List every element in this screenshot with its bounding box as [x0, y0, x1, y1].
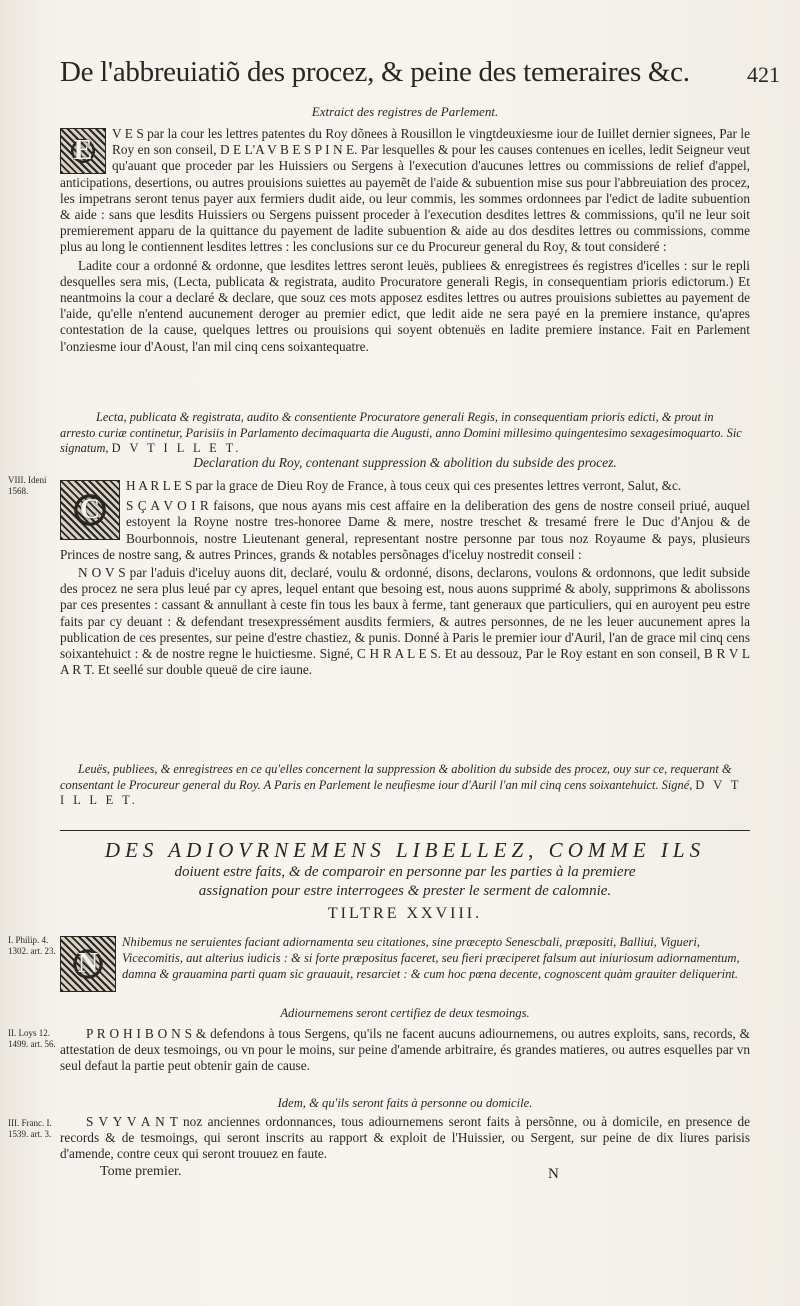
running-title: De l'abbreuiatiõ des procez, & peine des temeraires &c.: [60, 56, 690, 88]
declaration-paragraph-2: S Ç A V O I R faisons, que nous ayans mis cest affaire en la deliberation des gens de nostre conseil priué, auquel estoyent la Royne nostre tres-honoree Dame & mere, nostre treschet & tresamé frere le Duc d'Anjou & de Bourbonnois, nostre Lieutenant general, representant nostre personne par tous noz Royaume & pays, plusieurs Princes de nostre sang, & autres Princes, grands & notables persõnages d'iceluy nostredit conseil :: [60, 498, 750, 562]
margin-note-ii: II. Loys 12. 1499. art. 56.: [8, 1028, 56, 1049]
declaration-paragraph-1: H A R L E S par la grace de Dieu Roy de France, à tous ceux qui ces presentes lettres verront, Salut, &c.: [126, 478, 682, 493]
declaration-publication: [60, 762, 750, 809]
subheading-3: Idem, & qu'ils seront faits à personne ou domicile.: [277, 1096, 533, 1110]
subheading-2: Adiournemens seront certifiez de deux tesmoings.: [280, 1006, 530, 1020]
titre-heading: TILTRE XXVIII.: [327, 905, 483, 922]
section-rule: [60, 830, 750, 831]
page-header: [60, 56, 780, 89]
section-paragraph-3: S V Y V A N T noz anciennes ordonnances, tous adiournemens seront faits à persõnne, ou à domicile, en presence de records & de tesmoings, qui seront inscrits au rapport & exploit de l'Huissier, ou Sergent, sur peine de dix liures parisis d'amende, contre ceux qui seront trouuez en faute.: [60, 1114, 750, 1162]
catchword: N: [548, 1166, 559, 1182]
declaration-section: [60, 478, 750, 678]
declaration-paragraph-3: N O V S par l'aduis d'iceluy auons dit, declaré, voulu & ordonné, disons, declarons, voulons & ordonnons, que ledit subside des procez ne sera plus leué par cy apres, lequel entant que besoing est, nous auons supprimé & aboly, supprimons & abolissons par ces presentes : cassant & annullant à ceste fin tous les baux à ferme, tant generaux que particuliers, qui en auroyent peu estre faits par cy deuant : & defendant tresexpressément ausdits fermiers, & autres personnes, de ne les leuer aucunement apres la publication de ces presentes, sur peine d'estre chastiez, & punis. Donné à Paris le premier iour d'Auril, l'an de grace mil cinq cens soixantehuict : & de nostre regne le huictiesme. Signé, C H R A L E S. Et au dessouz, Par le Roy estant en son conseil, B R V L A R T. Et seellé sur double queuë de cire iaune.: [60, 565, 750, 678]
declaration-publication-text: Leuës, publiees, & enregistrees en ce qu'elles concernent la suppression & abolition du subside des procez, ouy sur ce, requerant & consentant le Procureur general du Roy. A Paris en Parlement le neufiesme iour d'Auril l'an mil cinq cens soixantehuict. Signé,: [60, 762, 732, 792]
section-subtitle-2: assignation pour estre interrogees & prester le serment de calomnie.: [198, 883, 612, 899]
dropcap-n: N: [60, 936, 116, 992]
margin-note-i: I. Philip. 4. 1302. art. 23.: [8, 935, 56, 956]
footer-tome: Tome premier.: [100, 1164, 182, 1179]
extract-latin-text: Lecta, publicata & registrata, audito & consentiente Procuratore generali Regis, in consequentiam prioris edicti, & prout in arresto curiæ continetur, Parisiis in Parlamento decimaquarta die Augusti, anno Domini millesimo quingentesimo sexagesimoquarto. Sic signatum,: [60, 410, 742, 455]
margin-note-iii: III. Franc. I. 1539. art. 3.: [8, 1118, 52, 1139]
page-number: 421: [747, 62, 780, 87]
declaration-title: Declaration du Roy, contenant suppression & abolition du subside des procez.: [193, 455, 617, 470]
section-title: DES ADIOVRNEMENS LIBELLEZ, COMME ILS: [104, 838, 706, 862]
margin-note-viii: VIII. Ideni 1568.: [8, 475, 47, 496]
dropcap-c: C: [60, 480, 120, 540]
extract-section: [60, 126, 750, 355]
extract-paragraph-2: Ladite cour a ordonné & ordonne, que lesdites lettres seront leuës, publiees & enregistrees és registres d'icelles : sur le repli desquelles sera mis, (Lecta, publicata & registrata, audito Procuratore generali Regis, in consequentiam prioris edictorum.) Et neantmoins la cour a declaré & declare, que souz ces mots apposez esdites lettres ou autres prouisions subiettes au payement de l'aide, qu'elle n'entend aucunement deroger au premier edict, que ledit aide ne sera payé en la premiere instance, qu'apres contestation de la cause, quelques lettres ou prouisions qui soyent obtenuës en ladite premiere instance. Fait en Parlement l'onziesme iour d'Aoust, l'an mil cinq cens soixantequatre.: [60, 257, 750, 354]
extract-latin: [60, 410, 750, 457]
declaration-publication-signature: D V T I L L E T.: [60, 777, 742, 807]
section-latin-text: Nhibemus ne seruientes faciant adiornamenta seu citationes, sine præcepto Senescbali, præpositi, Balliui, Vigueri, Vicecomitis, aut alterius iudicis : & si forte præpositus faceret, seu fieri præciperet falsum aut iniuriosum adiornamentum, damna & grauamina parti quam sic grauauit, resarciet : & cum hoc pœna decente, cognoscent quàm grauiter deliquerint.: [122, 935, 740, 981]
extract-paragraph-1: V E S par la cour les lettres patentes du Roy dõnees à Rousillon le vingtdeuxiesme iour de Iuillet dernier signees, Par le Roy en son conseil, D E L'A V B E S P I N E. Par lesquelles & pour les causes contenues en icelles, ledit Seigneur veut qu'auant que proceder par les Huissiers ou Sergens à l'execution d'aucunes lettres ou commissions de relief d'appel, anticipations, desertions, ou autres prouisions suiettes au payemẽt de l'aide & subuention mise sus pour l'abbreuiation des procez, les impetrans seront tenus payer aux fermiers dudit aide, ou leur commis, les sommes ordonnees par l'edict de ladite subuention & aide : sans que lesdits Huissiers ou Sergens puissent proceder à l'execution desdites lettres & commissions, qu'il ne leur soit premierement apparu de la quittance du payement de ladite subuention & aide au dos desdites lettres ou commissions, comme plus au long le contiennent lesdites lettres : les conclusions sur ce du Procureur general du Roy, & tout consideré :: [60, 126, 750, 255]
dropcap-e: E: [60, 128, 106, 174]
section-subtitle-1: doiuent estre faits, & de comparoir en personne par les parties à la premiere: [174, 864, 636, 880]
section-latin-block: [60, 934, 750, 992]
extract-latin-signature: D V T I L L E T.: [111, 441, 242, 455]
section-heading: [60, 838, 750, 923]
extract-subtitle: Extraict des registres de Parlement.: [311, 104, 499, 119]
section-paragraph-2: P R O H I B O N S & defendons à tous Sergens, qu'ils ne facent aucuns adiournemens, ou autres exploits, sans, records, & attestation de deux tesmoings, ou vn pour le moins, sur peine d'amende arbitraire, és grandes matieres, ou autres esquelles par vn seul defaut la partie peut obtenir gain de cause.: [60, 1026, 750, 1074]
